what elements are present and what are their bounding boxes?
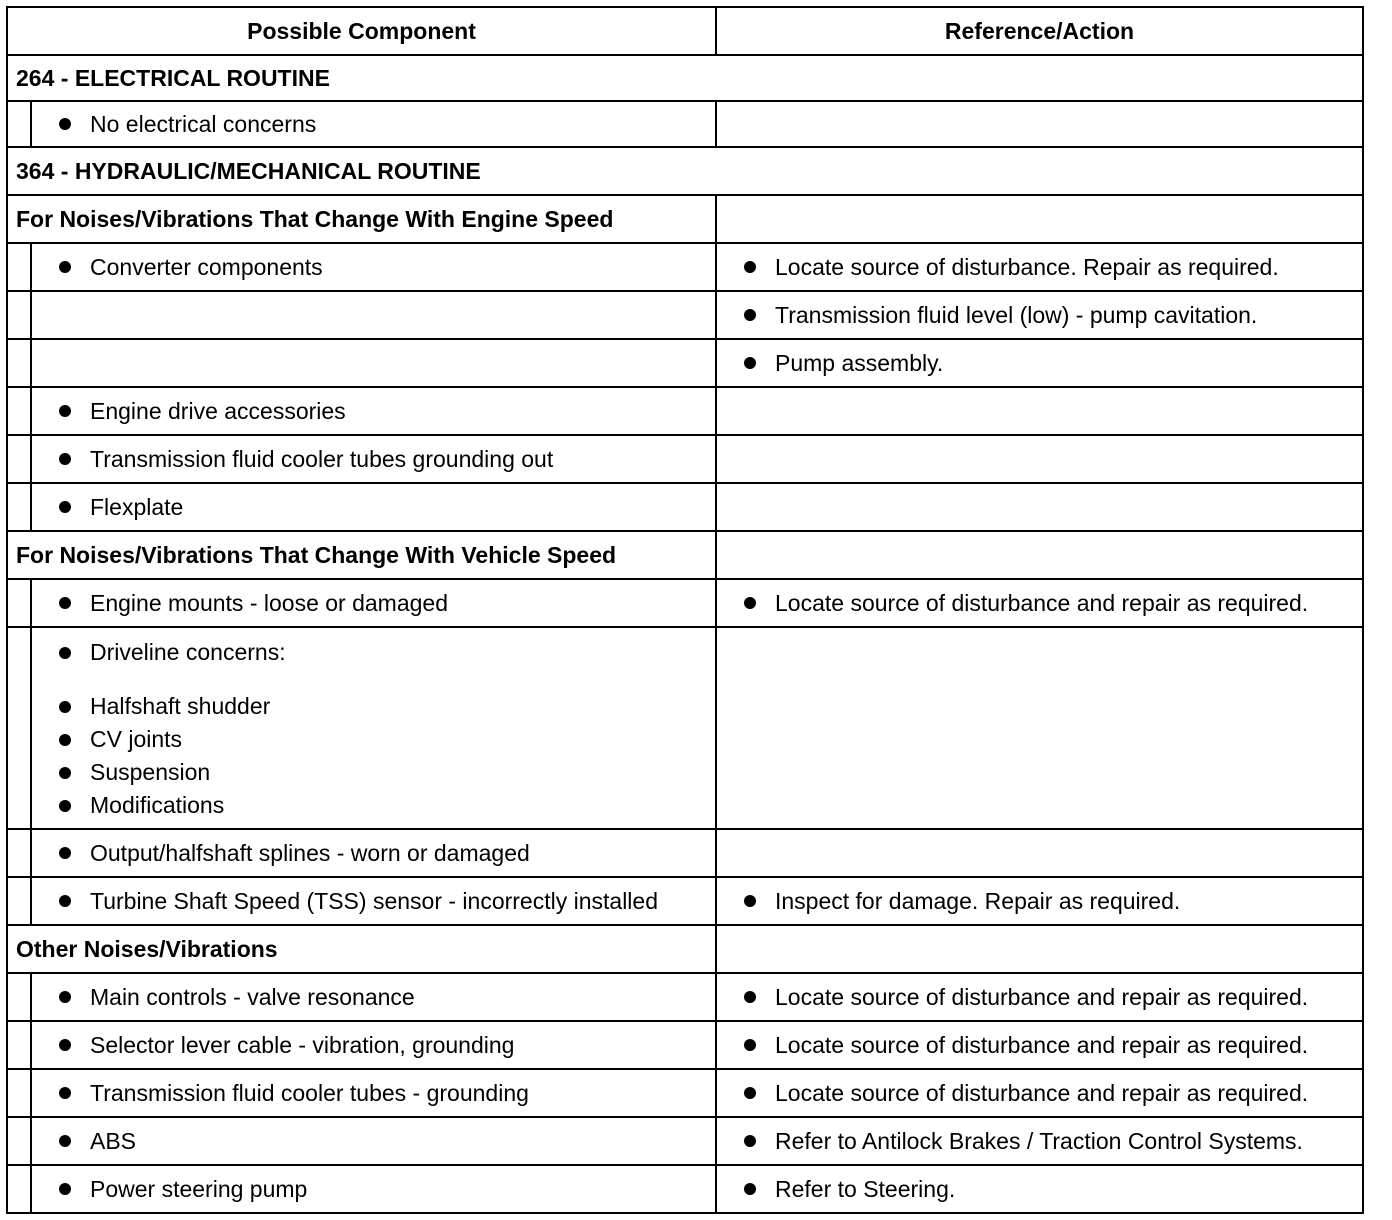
table-row — [7, 1021, 1363, 1069]
bullet-item — [32, 1125, 715, 1158]
bullet-icon — [59, 453, 71, 465]
component-cell — [31, 627, 716, 829]
action-cell — [716, 627, 1363, 829]
bullet-text: Engine mounts - loose or damaged — [90, 589, 448, 616]
section-row — [7, 147, 1363, 195]
bullet-text: Selector lever cable - vibration, grounding — [90, 1031, 515, 1058]
bullet-item — [32, 587, 715, 620]
bullet-item — [717, 299, 1362, 332]
bullet-text: Converter components — [90, 253, 323, 280]
section-heading: 264 - ELECTRICAL ROUTINE — [7, 55, 1363, 101]
action-cell — [716, 877, 1363, 925]
action-cell — [716, 291, 1363, 339]
component-cell — [31, 1069, 716, 1117]
bullet-text: Refer to Steering. — [775, 1175, 956, 1202]
bullet-item — [32, 636, 715, 669]
bullet-item — [717, 885, 1362, 918]
bullet-item — [717, 251, 1362, 284]
table-row — [7, 101, 1363, 147]
bullet-item — [32, 690, 715, 723]
section-heading: For Noises/Vibrations That Change With Vehicle Speed — [7, 531, 716, 579]
bullet-icon — [744, 597, 756, 609]
bullet-icon — [59, 1039, 71, 1051]
bullet-icon — [59, 734, 71, 746]
action-cell — [716, 1117, 1363, 1165]
component-cell — [31, 101, 716, 147]
bullet-item — [32, 1077, 715, 1110]
bullet-icon — [59, 647, 71, 659]
bullet-icon — [59, 1087, 71, 1099]
bullet-text: Suspension — [90, 759, 211, 785]
action-cell — [716, 1021, 1363, 1069]
bullet-item — [717, 1125, 1362, 1158]
bullet-icon — [59, 1135, 71, 1147]
bullet-item — [32, 1029, 715, 1062]
section-row — [7, 195, 1363, 243]
row-gutter — [7, 829, 31, 877]
row-gutter — [7, 243, 31, 291]
bullet-item — [32, 885, 715, 918]
bullet-icon — [59, 261, 71, 273]
component-cell — [31, 973, 716, 1021]
bullet-item — [32, 723, 715, 756]
table-row — [7, 579, 1363, 627]
bullet-item — [32, 491, 715, 524]
bullet-text: Modifications — [90, 792, 225, 818]
header-row — [7, 7, 1363, 55]
bullet-text: Refer to Antilock Brakes / Traction Control Systems. — [775, 1127, 1303, 1154]
section-heading: Other Noises/Vibrations — [7, 925, 716, 973]
bullet-icon — [59, 847, 71, 859]
bullet-text: Transmission fluid cooler tubes grounding out — [90, 445, 554, 472]
bullet-text: Locate source of disturbance and repair as required. — [775, 589, 1309, 616]
bullet-text: Driveline concerns: — [90, 639, 286, 665]
diagnostic-table-container — [6, 6, 1362, 1214]
bullet-icon — [59, 895, 71, 907]
bullet-icon — [59, 501, 71, 513]
bullet-text: No electrical concerns — [90, 110, 317, 137]
row-gutter — [7, 1165, 31, 1213]
table-body — [7, 55, 1363, 1213]
table-row — [7, 435, 1363, 483]
bullet-icon — [744, 309, 756, 321]
table-row — [7, 1165, 1363, 1213]
bullet-text: Pump assembly. — [775, 349, 944, 376]
row-gutter — [7, 435, 31, 483]
component-cell — [31, 579, 716, 627]
bullet-item — [32, 789, 715, 822]
section-action-cell — [716, 925, 1363, 973]
action-cell — [716, 387, 1363, 435]
bullet-icon — [744, 1183, 756, 1195]
component-cell — [31, 1165, 716, 1213]
table-row — [7, 291, 1363, 339]
bullet-text: Output/halfshaft splines - worn or damaged — [90, 839, 530, 866]
section-heading: For Noises/Vibrations That Change With Engine Speed — [7, 195, 716, 243]
bullet-text: Locate source of disturbance and repair as required. — [775, 983, 1309, 1010]
row-gutter — [7, 291, 31, 339]
action-cell — [716, 483, 1363, 531]
action-cell — [716, 579, 1363, 627]
component-cell — [31, 339, 716, 387]
bullet-icon — [744, 357, 756, 369]
component-cell — [31, 1021, 716, 1069]
component-cell — [31, 243, 716, 291]
bullet-item — [717, 1029, 1362, 1062]
section-action-cell — [716, 531, 1363, 579]
row-gutter — [7, 579, 31, 627]
bullet-item — [717, 981, 1362, 1014]
bullet-icon — [744, 1087, 756, 1099]
bullet-text: Halfshaft shudder — [90, 693, 271, 719]
table-row — [7, 627, 1363, 829]
bullet-text: ABS — [90, 1127, 137, 1154]
table-row — [7, 829, 1363, 877]
row-gutter — [7, 483, 31, 531]
row-gutter — [7, 1069, 31, 1117]
component-cell — [31, 435, 716, 483]
row-gutter — [7, 877, 31, 925]
bullet-item — [717, 1077, 1362, 1110]
table-row — [7, 483, 1363, 531]
component-cell — [31, 483, 716, 531]
bullet-text: Flexplate — [90, 493, 184, 520]
bullet-text: Locate source of disturbance. Repair as required. — [775, 253, 1279, 280]
section-heading: 364 - HYDRAULIC/MECHANICAL ROUTINE — [7, 147, 1363, 195]
diagnostic-table — [6, 6, 1364, 1214]
component-cell — [31, 877, 716, 925]
bullet-text: Engine drive accessories — [90, 397, 346, 424]
section-row — [7, 55, 1363, 101]
bullet-item — [717, 347, 1362, 380]
row-gutter — [7, 1021, 31, 1069]
bullet-icon — [59, 597, 71, 609]
bullet-icon — [59, 767, 71, 779]
bullet-icon — [59, 800, 71, 812]
bullet-text: Power steering pump — [90, 1175, 308, 1202]
bullet-icon — [744, 261, 756, 273]
component-cell — [31, 387, 716, 435]
bullet-item — [32, 1173, 715, 1206]
header-possible-component: Possible Component — [7, 7, 716, 55]
bullet-item — [32, 756, 715, 789]
bullet-text: Transmission fluid cooler tubes - grounding — [90, 1079, 529, 1106]
bullet-icon — [744, 1039, 756, 1051]
bullet-item — [32, 395, 715, 428]
bullet-item — [32, 837, 715, 870]
bullet-item — [717, 1173, 1362, 1206]
table-row — [7, 877, 1363, 925]
bullet-icon — [744, 1135, 756, 1147]
bullet-text: Transmission fluid level (low) - pump cavitation. — [775, 301, 1258, 328]
bullet-item — [32, 251, 715, 284]
bullet-item — [717, 587, 1362, 620]
section-action-cell — [716, 195, 1363, 243]
header-reference-action: Reference/Action — [716, 7, 1363, 55]
table-row — [7, 243, 1363, 291]
bullet-icon — [59, 1183, 71, 1195]
action-cell — [716, 435, 1363, 483]
component-cell — [31, 829, 716, 877]
section-row — [7, 531, 1363, 579]
row-gutter — [7, 627, 31, 829]
row-gutter — [7, 387, 31, 435]
bullet-item — [32, 108, 715, 141]
component-cell — [31, 1117, 716, 1165]
action-cell — [716, 1069, 1363, 1117]
row-gutter — [7, 339, 31, 387]
bullet-text: Main controls - valve resonance — [90, 983, 415, 1010]
row-gutter — [7, 973, 31, 1021]
section-row — [7, 925, 1363, 973]
table-row — [7, 339, 1363, 387]
bullet-icon — [59, 118, 71, 130]
bullet-icon — [744, 991, 756, 1003]
action-cell — [716, 829, 1363, 877]
bullet-icon — [59, 991, 71, 1003]
bullet-item — [32, 981, 715, 1014]
row-gutter — [7, 101, 31, 147]
bullet-icon — [59, 405, 71, 417]
bullet-text: Inspect for damage. Repair as required. — [775, 887, 1181, 914]
bullet-text: Locate source of disturbance and repair as required. — [775, 1079, 1309, 1106]
component-cell — [31, 291, 716, 339]
action-cell — [716, 243, 1363, 291]
action-cell — [716, 1165, 1363, 1213]
bullet-text: Locate source of disturbance and repair as required. — [775, 1031, 1309, 1058]
bullet-icon — [59, 701, 71, 713]
bullet-text: Turbine Shaft Speed (TSS) sensor - incorrectly installed — [90, 887, 659, 914]
bullet-icon — [744, 895, 756, 907]
table-row — [7, 1069, 1363, 1117]
action-cell — [716, 339, 1363, 387]
action-cell — [716, 101, 1363, 147]
table-row — [7, 387, 1363, 435]
table-row — [7, 973, 1363, 1021]
bullet-item — [32, 443, 715, 476]
bullet-text: CV joints — [90, 726, 183, 752]
action-cell — [716, 973, 1363, 1021]
table-row — [7, 1117, 1363, 1165]
row-gutter — [7, 1117, 31, 1165]
